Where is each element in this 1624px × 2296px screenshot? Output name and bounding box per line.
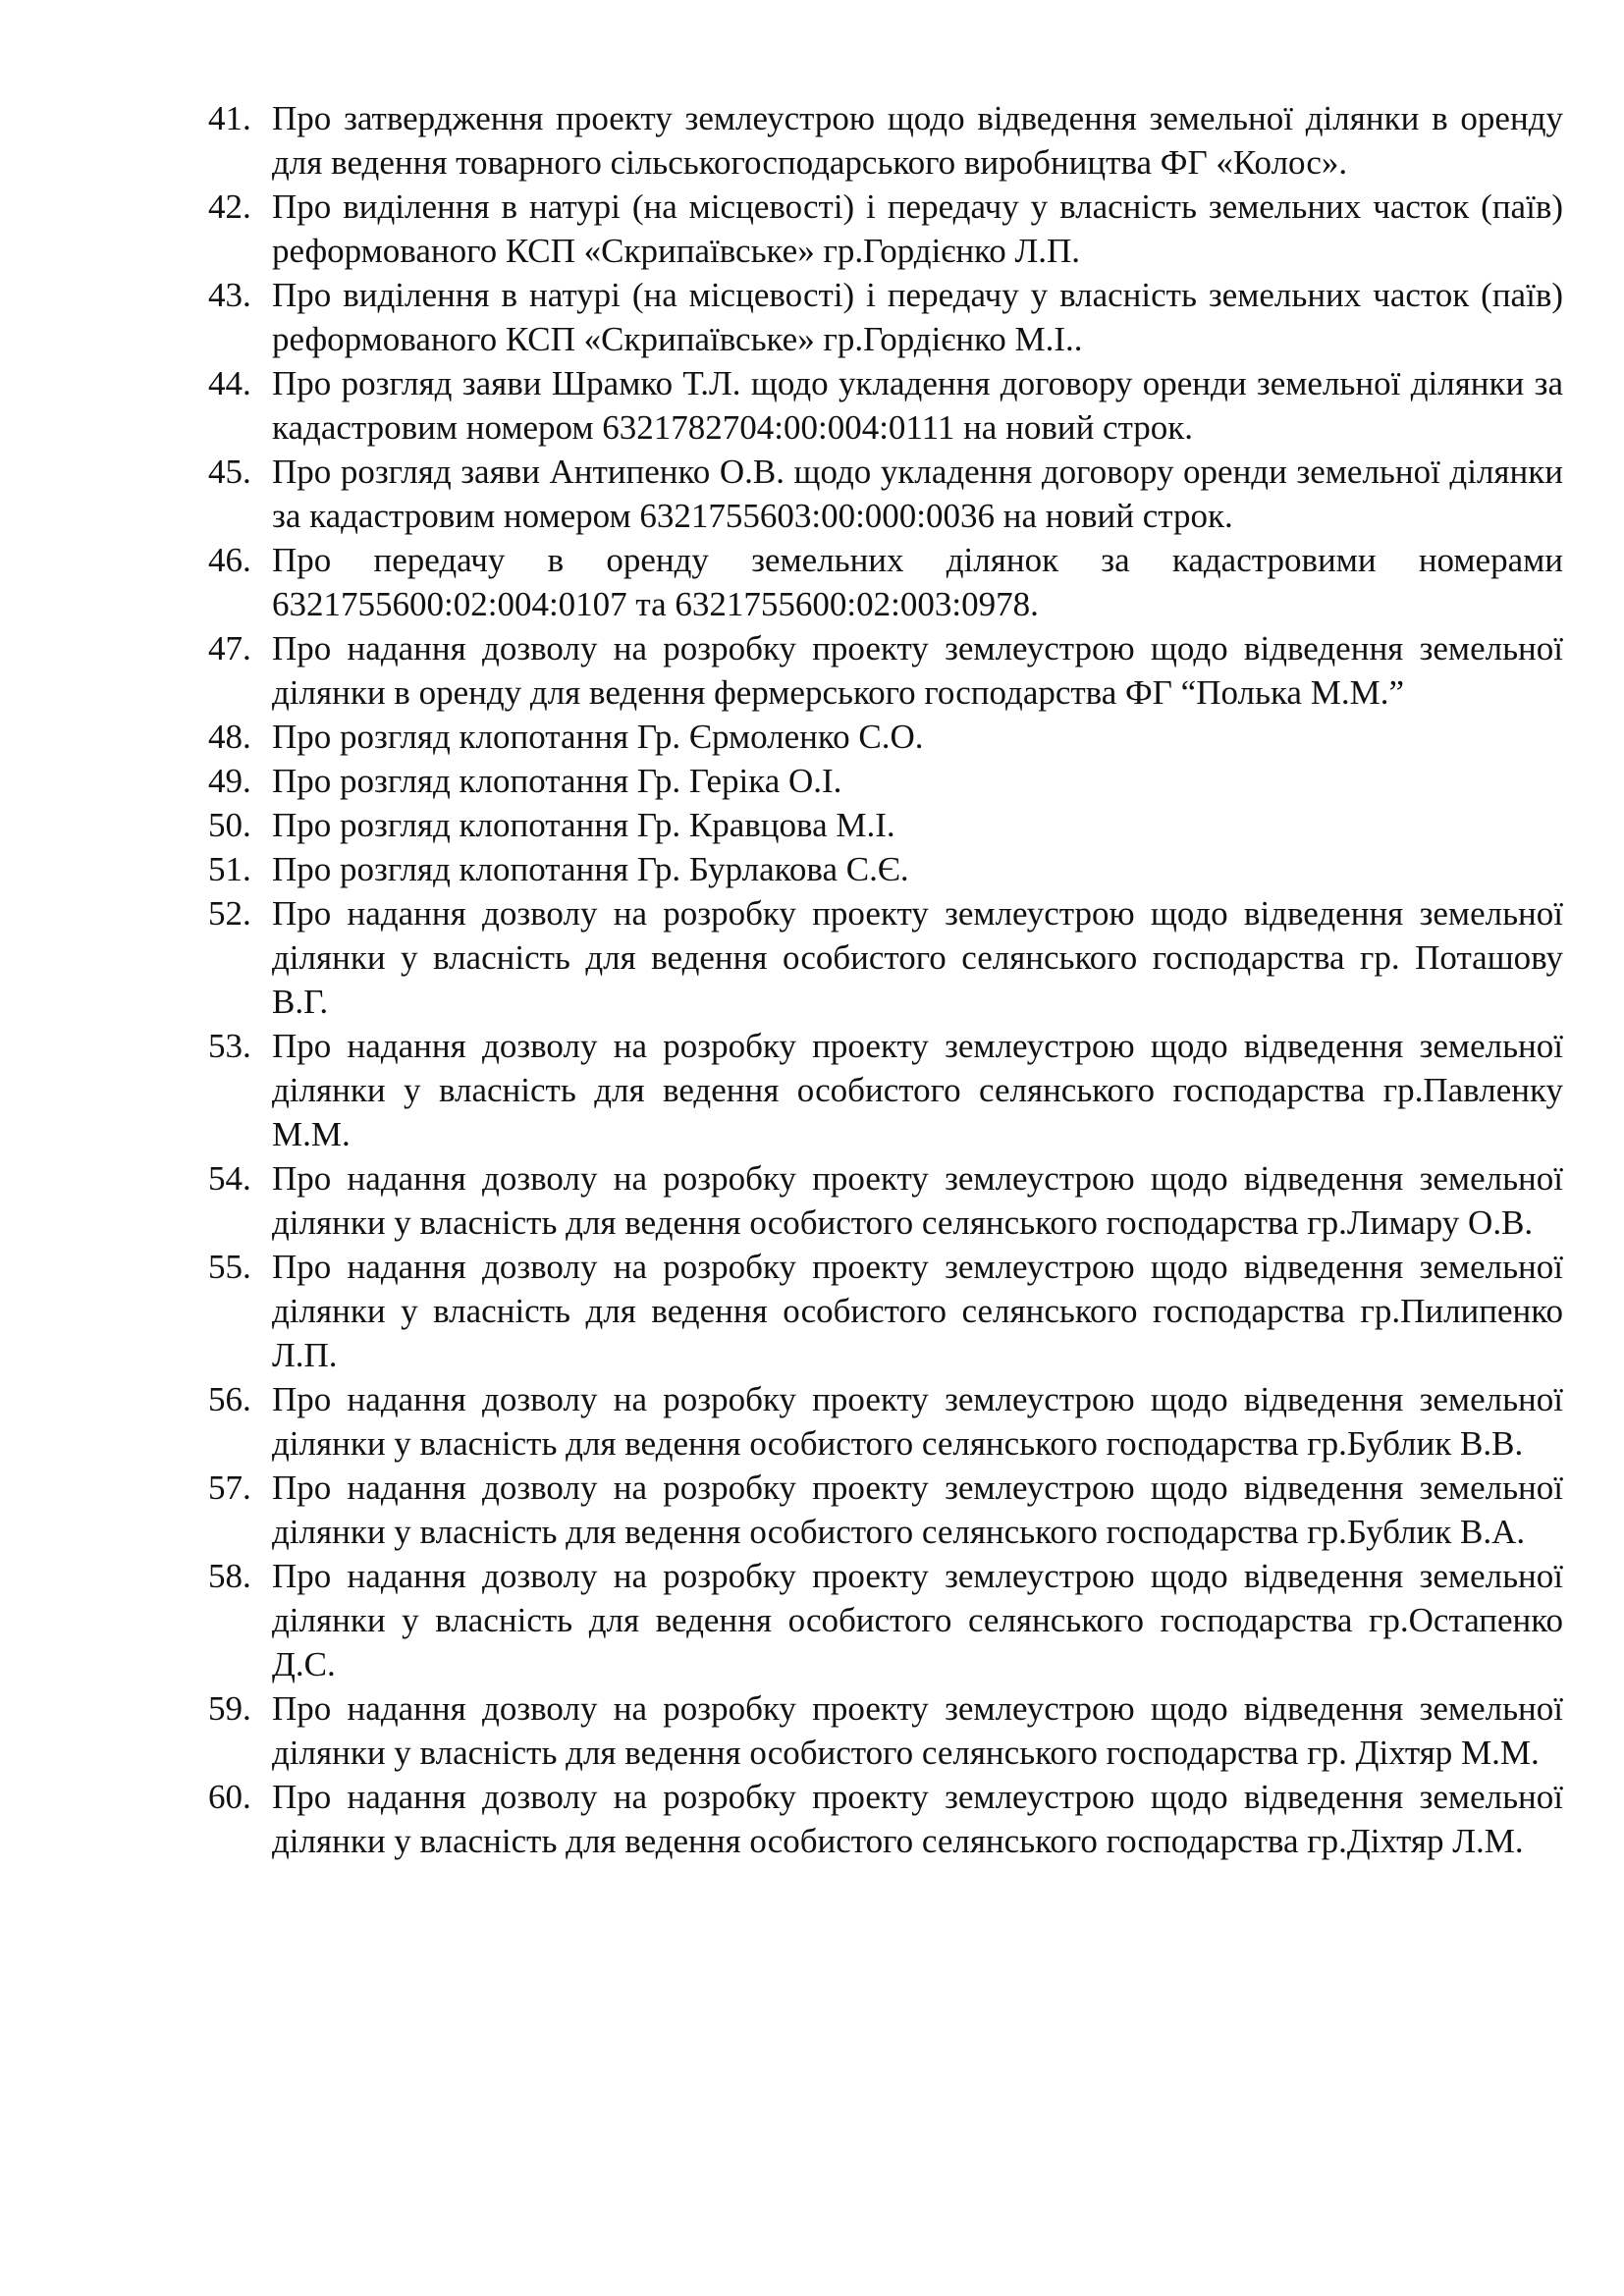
item-number: 55.: [208, 1248, 251, 1286]
agenda-item: [208, 450, 1563, 538]
item-text: Про надання дозволу на розробку проекту землеустрою щодо відведення земельної ділянки в оренду для ведення фермерського господарства ФГ “Полька М.М.”: [272, 629, 1563, 712]
agenda-item: [208, 715, 1563, 759]
agenda-item: [208, 1156, 1563, 1245]
item-number: 49.: [208, 762, 251, 800]
agenda-list: [208, 96, 1563, 1863]
item-number: 47.: [208, 629, 251, 667]
agenda-item: [208, 626, 1563, 715]
item-text: Про розгляд заяви Антипенко О.В. щодо укладення договору оренди земельної ділянки за кадастровим номером 6321755603:00:000:0036 на новий строк.: [272, 453, 1563, 535]
item-number: 54.: [208, 1159, 251, 1198]
item-number: 44.: [208, 364, 251, 402]
item-text: Про розгляд клопотання Гр. Бурлакова С.Є.: [272, 850, 909, 888]
item-number: 51.: [208, 850, 251, 888]
agenda-item: [208, 759, 1563, 803]
agenda-item: [208, 1686, 1563, 1775]
item-text: Про надання дозволу на розробку проекту землеустрою щодо відведення земельної ділянки у власність для ведення особистого селянського господарства гр. Поташову В.Г.: [272, 894, 1563, 1021]
item-number: 41.: [208, 99, 251, 137]
item-number: 52.: [208, 894, 251, 933]
agenda-item: [208, 1377, 1563, 1466]
item-text: Про надання дозволу на розробку проекту землеустрою щодо відведення земельної ділянки у власність для ведення особистого селянського господарства гр.Остапенко Д.С.: [272, 1557, 1563, 1683]
agenda-item: [208, 185, 1563, 273]
agenda-item: [208, 96, 1563, 185]
agenda-item: [208, 803, 1563, 847]
item-text: Про розгляд клопотання Гр. Геріка О.І.: [272, 762, 842, 800]
item-number: 48.: [208, 718, 251, 756]
item-text: Про надання дозволу на розробку проекту землеустрою щодо відведення земельної ділянки у власність для ведення особистого селянського господарства гр.Діхтяр Л.М.: [272, 1778, 1563, 1860]
agenda-item: [208, 1245, 1563, 1377]
agenda-item: [208, 847, 1563, 891]
item-text: Про надання дозволу на розробку проекту землеустрою щодо відведення земельної ділянки у власність для ведення особистого селянського господарства гр.Пилипенко Л.П.: [272, 1248, 1563, 1374]
agenda-item: [208, 361, 1563, 450]
item-text: Про розгляд клопотання Гр. Кравцова М.І.: [272, 806, 895, 844]
agenda-item: [208, 1024, 1563, 1156]
item-text: Про передачу в оренду земельних ділянок за кадастровими номерами 6321755600:02:004:0107 та 6321755600:02:003:0978.: [272, 541, 1563, 623]
item-text: Про надання дозволу на розробку проекту землеустрою щодо відведення земельної ділянки у власність для ведення особистого селянського господарства гр.Павленку М.М.: [272, 1027, 1563, 1153]
item-number: 59.: [208, 1689, 251, 1728]
agenda-item: [208, 538, 1563, 626]
item-number: 46.: [208, 541, 251, 579]
agenda-item: [208, 273, 1563, 361]
item-number: 42.: [208, 187, 251, 226]
item-text: Про розгляд клопотання Гр. Єрмоленко С.О.: [272, 718, 924, 756]
agenda-item: [208, 1466, 1563, 1554]
item-number: 60.: [208, 1778, 251, 1816]
item-number: 58.: [208, 1557, 251, 1595]
item-text: Про надання дозволу на розробку проекту землеустрою щодо відведення земельної ділянки у власність для ведення особистого селянського господарства гр.Бублик В.В.: [272, 1380, 1563, 1463]
item-number: 53.: [208, 1027, 251, 1065]
item-text: Про розгляд заяви Шрамко Т.Л. щодо укладення договору оренди земельної ділянки за кадастровим номером 6321782704:00:004:0111 на новий строк.: [272, 364, 1563, 447]
item-number: 50.: [208, 806, 251, 844]
agenda-item: [208, 1554, 1563, 1686]
item-number: 57.: [208, 1468, 251, 1507]
item-text: Про затвердження проекту землеустрою щодо відведення земельної ділянки в оренду для ведення товарного сільськогосподарського виробництва ФГ «Колос».: [272, 99, 1563, 182]
item-text: Про надання дозволу на розробку проекту землеустрою щодо відведення земельної ділянки у власність для ведення особистого селянського господарства гр.Бублик В.А.: [272, 1468, 1563, 1551]
item-text: Про виділення в натурі (на місцевості) і передачу у власність земельних часток (паїв) реформованого КСП «Скрипаївське» гр.Гордієнко М.І..: [272, 276, 1563, 358]
item-text: Про надання дозволу на розробку проекту землеустрою щодо відведення земельної ділянки у власність для ведення особистого селянського господарства гр.Лимару О.В.: [272, 1159, 1563, 1242]
item-number: 43.: [208, 276, 251, 314]
item-number: 45.: [208, 453, 251, 491]
agenda-item: [208, 891, 1563, 1024]
item-number: 56.: [208, 1380, 251, 1418]
agenda-item: [208, 1775, 1563, 1863]
item-text: Про надання дозволу на розробку проекту землеустрою щодо відведення земельної ділянки у власність для ведення особистого селянського господарства гр. Діхтяр М.М.: [272, 1689, 1563, 1772]
item-text: Про виділення в натурі (на місцевості) і передачу у власність земельних часток (паїв) реформованого КСП «Скрипаївське» гр.Гордієнко Л.П.: [272, 187, 1563, 270]
